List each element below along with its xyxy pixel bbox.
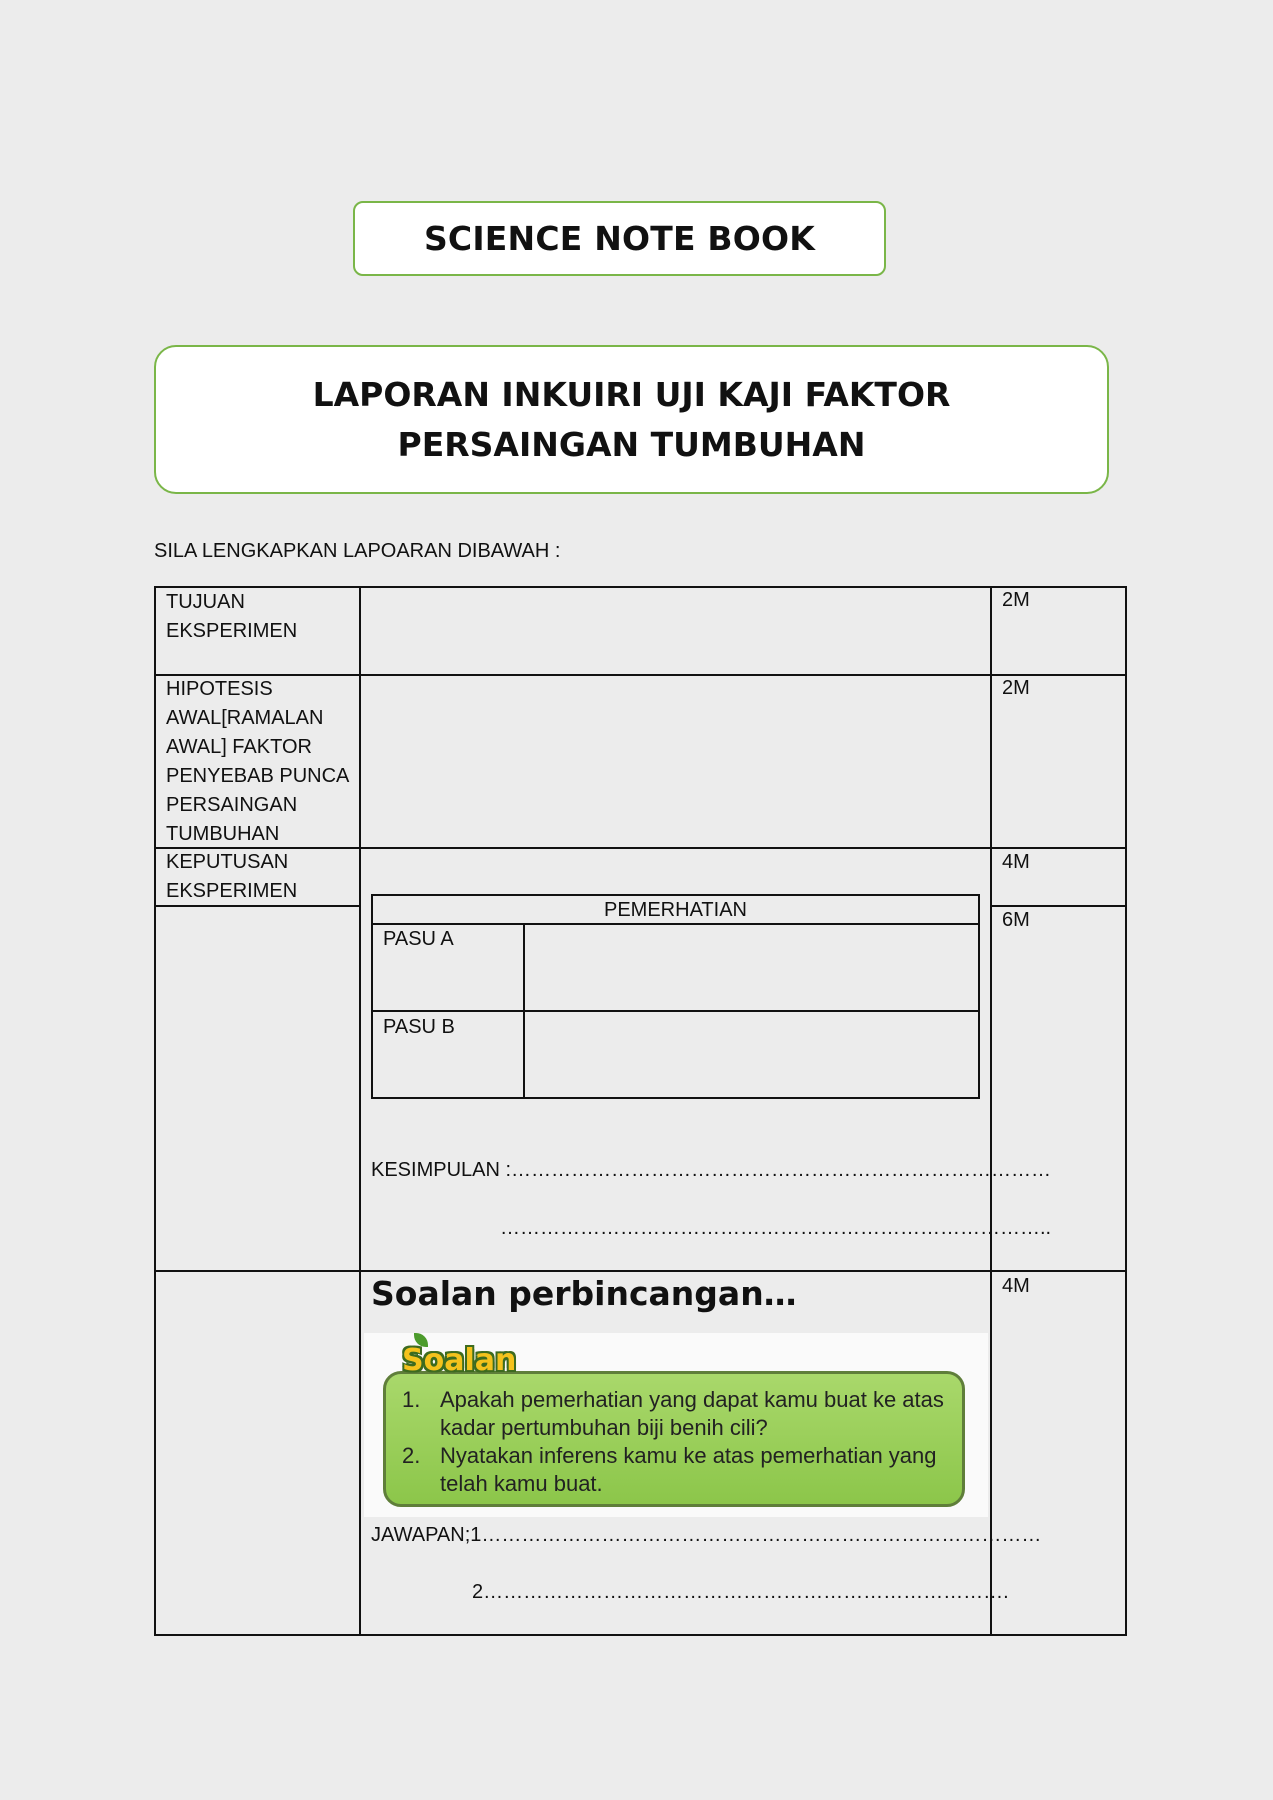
- discussion-mark: 4M: [1002, 1275, 1030, 1297]
- report-title-box: [154, 345, 1109, 494]
- row-mark-tujuan: 2M: [1002, 589, 1030, 611]
- question-1: 1. Apakah pemerhatian yang dapat kamu buat ke atas kadar pertumbuhan biji benih cili?: [402, 1387, 944, 1440]
- soalan-image: [364, 1333, 988, 1517]
- notebook-title: SCIENCE NOTE BOOK: [353, 201, 886, 276]
- kesimpulan-line-2: ………………………………………………………………………..: [500, 1217, 1052, 1239]
- row-mark-keputusan: 4M: [1002, 851, 1030, 873]
- observation-header: PEMERHATIAN: [604, 899, 747, 921]
- kesimpulan-line: KESIMPULAN :………………………………………………………………………: [371, 1159, 1052, 1181]
- row-mark-hipotesis: 2M: [1002, 677, 1030, 699]
- report-title: LAPORAN INKUIRI UJI KAJI FAKTOR PERSAINGAN TUMBUHAN: [312, 374, 951, 464]
- answer-line-2: 2…………………………………………………………………….: [472, 1581, 1009, 1603]
- observation-mark: 6M: [1002, 909, 1030, 931]
- pasu-a-label: PASU A: [383, 928, 454, 950]
- pasu-b-label: PASU B: [383, 1016, 455, 1038]
- row-label-keputusan: KEPUTUSAN EKSPERIMEN: [166, 851, 298, 902]
- question-2: 2. Nyatakan inferens kamu ke atas pemerhatian yang telah kamu buat.: [402, 1443, 937, 1496]
- row-label-hipotesis: HIPOTESIS AWAL[RAMALAN AWAL] FAKTOR PENYEBAB PUNCA PERSAINGAN TUMBUHAN: [166, 678, 350, 845]
- soalan-badge: Soalan: [402, 1343, 517, 1378]
- answer-line-1: JAWAPAN;1…………………………………………………………………………: [371, 1524, 1042, 1546]
- row-label-tujuan: TUJUAN EKSPERIMEN: [166, 591, 298, 642]
- soalan-panel: [383, 1371, 965, 1507]
- discussion-title: Soalan perbincangan…: [371, 1274, 797, 1313]
- instruction-text: SILA LENGKAPKAN LAPOARAN DIBAWAH :: [154, 540, 561, 562]
